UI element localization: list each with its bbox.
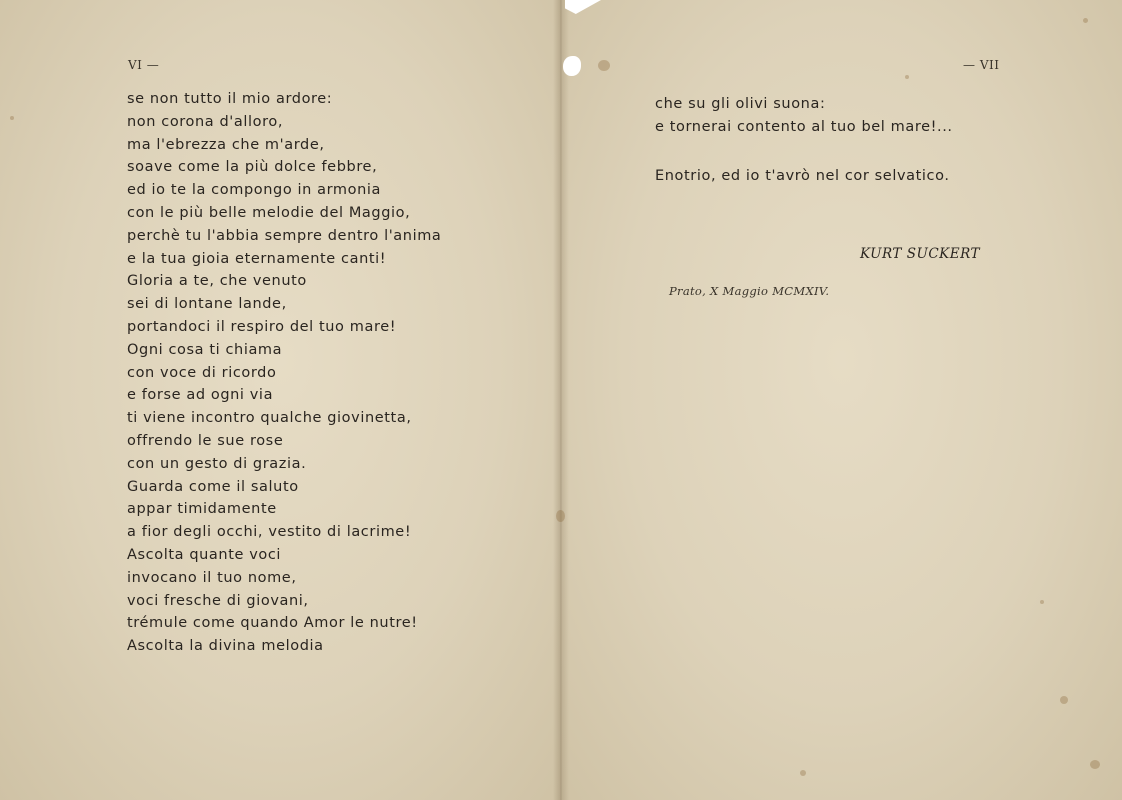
verse-line: offrendo le sue rose <box>127 432 284 449</box>
foxing-spot <box>1090 760 1100 769</box>
verse-line: con un gesto di grazia. <box>127 455 307 472</box>
verse-line: Ogni cosa ti chiama <box>127 341 283 358</box>
verse-line: ed io te la compongo in armonia <box>127 182 382 199</box>
verse-line: a fior degli occhi, vestito di lacrime! <box>127 524 412 541</box>
verse-line: con le più belle melodie del Maggio, <box>127 204 411 221</box>
verse-line: sei di lontane lande, <box>127 296 287 313</box>
verse-line: Ascolta quante voci <box>127 546 282 563</box>
left-page-number: VI — <box>128 58 160 72</box>
book-gutter <box>553 0 569 800</box>
verse-line: e forse ad ogni via <box>127 387 274 404</box>
verse-line: soave come la più dolce febbre, <box>127 159 378 176</box>
foxing-spot <box>598 60 610 71</box>
stanza-gap <box>655 139 953 165</box>
verse-line: Enotrio, ed io t'avrò nel cor selvatico. <box>655 167 950 184</box>
foxing-spot <box>1060 696 1068 704</box>
verse-line: Guarda come il saluto <box>127 478 299 495</box>
right-page-number: — VII <box>963 58 1000 72</box>
foxing-spot <box>905 75 909 79</box>
right-poem-text <box>655 93 953 187</box>
foxing-spot <box>10 116 14 120</box>
verse-line: ti viene incontro qualche giovinetta, <box>127 410 412 427</box>
verse-line: voci fresche di giovani, <box>127 592 309 609</box>
verse-line: Ascolta la divina melodia <box>127 638 324 655</box>
verse-line: portandoci il respiro del tuo mare! <box>127 318 397 335</box>
verse-line: trémule come quando Amor le nutre! <box>127 615 418 632</box>
verse-line: con voce di ricordo <box>127 364 277 381</box>
verse-line: e tornerai contento al tuo bel mare!... <box>655 118 953 135</box>
binding-hole <box>563 56 581 76</box>
place-date: Prato, X Maggio MCMXIV. <box>669 284 830 298</box>
foxing-spot <box>556 510 565 522</box>
left-poem-text <box>127 88 441 658</box>
verse-line: non corona d'alloro, <box>127 113 284 130</box>
verse-line: Gloria a te, che venuto <box>127 273 307 290</box>
foxing-spot <box>1083 18 1088 23</box>
author-signature: KURT SUCKERT <box>860 246 981 262</box>
verse-line: invocano il tuo nome, <box>127 569 297 586</box>
verse-line: appar timidamente <box>127 501 277 518</box>
foxing-spot <box>1040 600 1044 604</box>
verse-line: ma l'ebrezza che m'arde, <box>127 136 325 153</box>
verse-line: perchè tu l'abbia sempre dentro l'anima <box>127 227 442 244</box>
verse-line: se non tutto il mio ardore: <box>127 91 333 107</box>
verse-line: che su gli olivi suona: <box>655 96 826 112</box>
foxing-spot <box>800 770 806 776</box>
verse-line: e la tua gioia eternamente canti! <box>127 250 387 267</box>
